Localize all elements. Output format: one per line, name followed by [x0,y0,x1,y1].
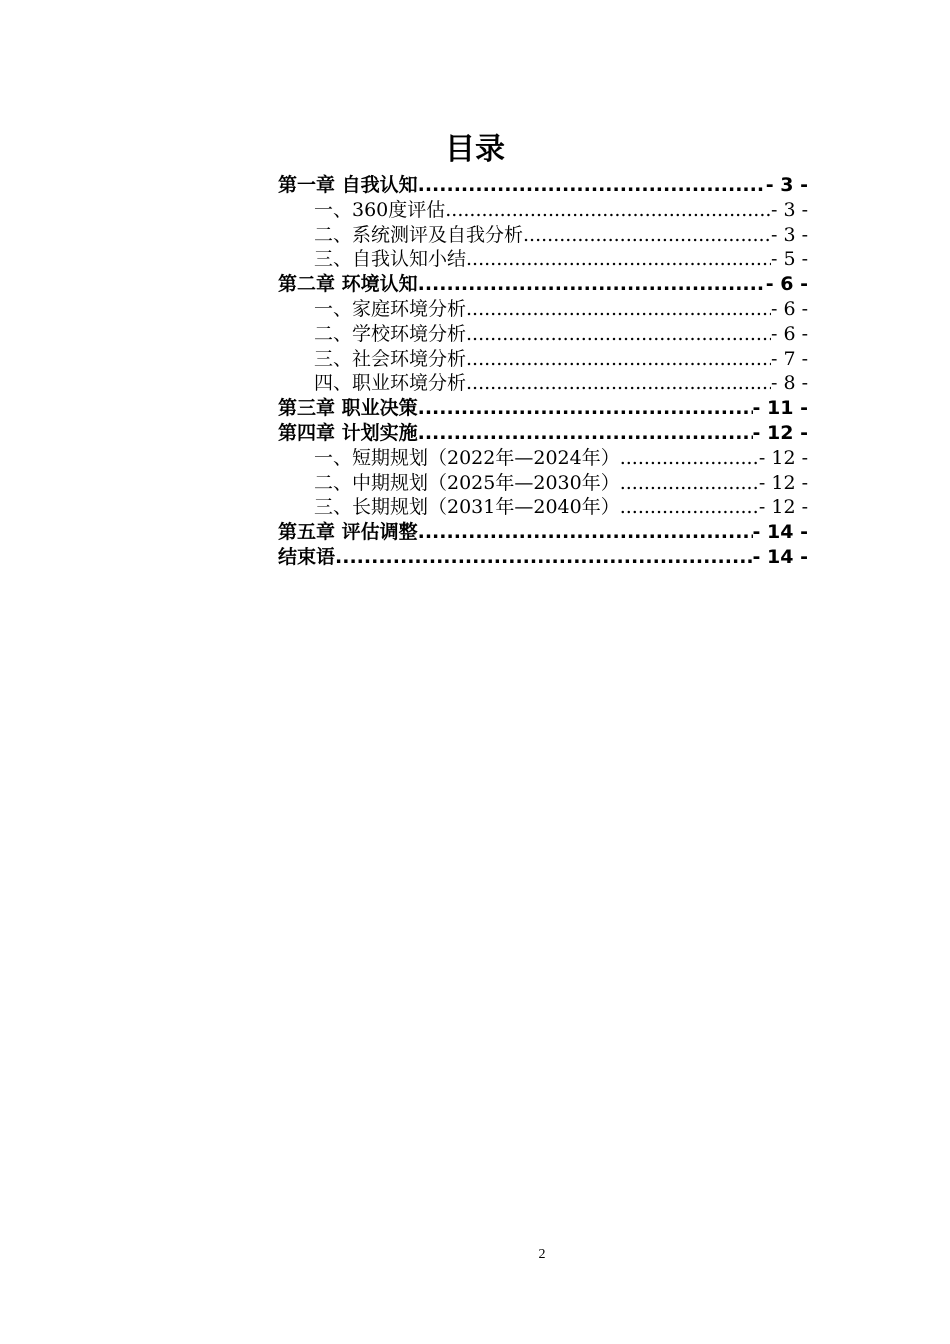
toc-entry-label: 三、长期规划（2031年—2040年） [314,496,620,519]
dot-leader [418,396,753,421]
toc-entry-page: - 11 - [752,397,808,420]
toc-entry-label: 二、系统测评及自我分析 [314,223,524,246]
page-number: 2 [538,1247,546,1262]
toc-title: 目录 [445,132,505,167]
dot-leader [466,371,771,396]
toc-entry-label: 第三章 职业决策 [278,397,418,420]
toc-entry-chapter-5[interactable] [278,520,808,545]
toc-entry-page: - 3 - [770,223,808,246]
dot-leader [445,198,771,223]
toc-entry-section[interactable] [278,198,808,223]
toc-entry-label: 四、职业环境分析 [314,372,467,395]
toc-entry-label: 第四章 计划实施 [278,421,418,444]
toc-entry-label: 第二章 环境认知 [278,273,418,296]
toc-entry-section[interactable] [278,495,808,520]
toc-entry-page: - 3 - [765,174,808,196]
dot-leader [466,347,771,372]
toc-entry-label: 二、学校环境分析 [314,322,467,345]
toc-entry-page: - 6 - [770,297,808,320]
toc-entry-section[interactable] [278,247,808,272]
dot-leader [620,495,759,520]
toc-entry-page: - 14 - [752,545,808,568]
toc-entry-section[interactable] [278,471,808,496]
dot-leader [335,545,753,570]
toc-entry-page: - 3 - [770,198,808,221]
toc-entry-page: - 8 - [770,372,808,395]
dot-leader [620,446,759,471]
toc-entry-section[interactable] [278,322,808,347]
dot-leader [466,297,771,322]
toc-entry-section[interactable] [278,446,808,471]
dot-leader [523,223,771,248]
toc-entry-page: - 12 - [752,421,808,444]
toc-entry-chapter-4[interactable] [278,421,808,446]
dot-leader [418,173,766,198]
toc-entry-page: - 7 - [770,347,808,370]
dot-leader [466,322,771,347]
dot-leader [418,272,766,297]
toc-entry-page: - 6 - [770,322,808,345]
toc-entry-label: 一、家庭环境分析 [314,297,467,320]
toc-entry-label: 二、中期规划（2025年—2030年） [314,471,620,494]
toc-entry-section[interactable] [278,371,808,396]
toc-entry-page: - 5 - [770,248,808,271]
toc-entry-chapter-3[interactable] [278,396,808,421]
toc-entry-page: - 12 - [758,496,808,519]
toc-entry-page: - 14 - [752,521,808,544]
dot-leader [418,421,753,446]
toc-entry-page: - 12 - [758,471,808,494]
toc-entry-label: 第一章 自我认知 [278,174,418,196]
toc-entry-section[interactable] [278,297,808,322]
toc-entry-label: 三、社会环境分析 [314,347,467,370]
toc-entry-label: 一、短期规划（2022年—2024年） [314,446,620,469]
dot-leader [620,471,759,496]
toc-entry-label: 一、360度评估 [314,198,446,221]
toc-entry-label: 三、自我认知小结 [314,248,467,271]
toc-entry-conclusion[interactable] [278,545,808,570]
toc-entry-chapter-2[interactable] [278,272,808,297]
toc-entry-label: 结束语 [278,545,336,568]
toc-entry-page: - 12 - [758,446,808,469]
toc-entry-section[interactable] [278,223,808,248]
dot-leader [418,520,753,545]
table-of-contents [278,173,808,570]
toc-entry-label: 第五章 评估调整 [278,521,418,544]
toc-entry-chapter-1[interactable] [278,173,808,198]
toc-entry-section[interactable] [278,347,808,372]
toc-entry-page: - 6 - [765,273,808,296]
dot-leader [466,247,771,272]
